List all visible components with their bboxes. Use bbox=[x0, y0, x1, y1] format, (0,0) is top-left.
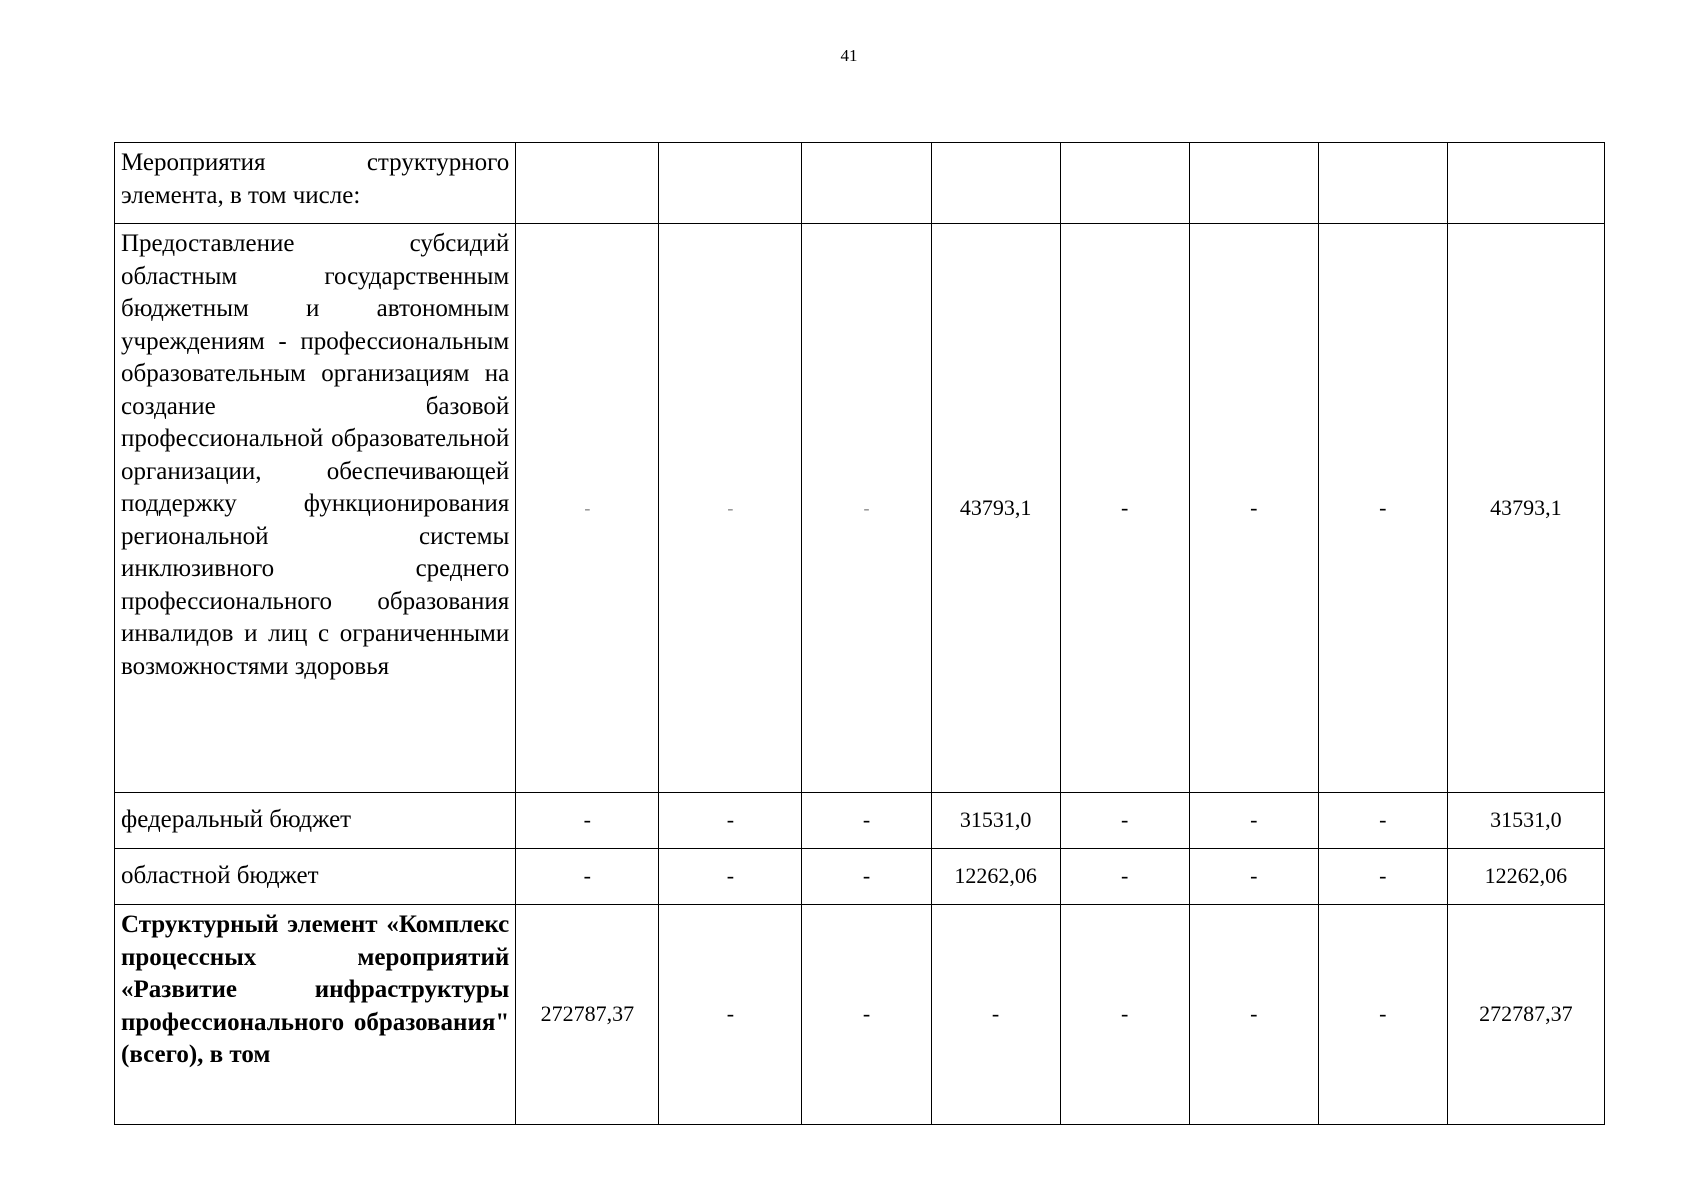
total-cell: 31531,0 bbox=[1447, 793, 1604, 849]
row-description: федеральный бюджет bbox=[115, 793, 516, 849]
value-cell bbox=[1189, 143, 1318, 224]
total-cell: 43793,1 bbox=[1447, 224, 1604, 793]
value-cell: - bbox=[1060, 793, 1189, 849]
value-cell: - bbox=[516, 224, 659, 793]
value-cell bbox=[802, 143, 931, 224]
table-row bbox=[115, 793, 1605, 849]
value-cell: - bbox=[931, 905, 1060, 1125]
table-row bbox=[115, 849, 1605, 905]
value-cell: - bbox=[659, 224, 802, 793]
table-row bbox=[115, 143, 1605, 224]
value-cell: - bbox=[1318, 793, 1447, 849]
total-cell: 12262,06 bbox=[1447, 849, 1604, 905]
value-cell: - bbox=[1189, 224, 1318, 793]
value-cell: - bbox=[1189, 849, 1318, 905]
page-number: 41 bbox=[840, 46, 858, 65]
value-cell: 272787,37 bbox=[516, 905, 659, 1125]
value-cell: - bbox=[1060, 224, 1189, 793]
value-cell bbox=[931, 143, 1060, 224]
value-cell: - bbox=[659, 793, 802, 849]
row-description: Предоставление субсидий областным государственным бюджетным и автономным учреждениям - профессиональным образовательным организациям на создание базовой профессиональной образовательной организации, обеспечивающей поддержку функционирования региональной системы инклюзивного среднего профессионального образования инвалидов и лиц с ограниченными возможностями здоровья bbox=[115, 224, 516, 793]
value-cell: - bbox=[516, 793, 659, 849]
value-cell: - bbox=[516, 849, 659, 905]
total-cell: 272787,37 bbox=[1447, 905, 1604, 1125]
value-cell bbox=[1318, 143, 1447, 224]
value-cell: - bbox=[1318, 849, 1447, 905]
value-cell: - bbox=[1189, 793, 1318, 849]
value-cell: - bbox=[659, 849, 802, 905]
table-row bbox=[115, 224, 1605, 793]
value-cell: - bbox=[659, 905, 802, 1125]
value-cell bbox=[659, 143, 802, 224]
value-cell bbox=[1060, 143, 1189, 224]
row-description: Структурный элемент «Комплекс процессных мероприятий «Развитие инфраструктуры профессионального образования" (всего), в том bbox=[115, 905, 516, 1125]
row-description: Мероприятия структурного элемента, в том числе: bbox=[115, 143, 516, 224]
value-cell: - bbox=[802, 224, 931, 793]
table-row bbox=[115, 905, 1605, 1125]
value-cell: 12262,06 bbox=[931, 849, 1060, 905]
row-description: областной бюджет bbox=[115, 849, 516, 905]
value-cell: - bbox=[802, 849, 931, 905]
value-cell: - bbox=[1318, 905, 1447, 1125]
budget-table bbox=[114, 142, 1605, 1125]
total-cell bbox=[1447, 143, 1604, 224]
value-cell: - bbox=[802, 793, 931, 849]
value-cell: - bbox=[1060, 905, 1189, 1125]
value-cell: 43793,1 bbox=[931, 224, 1060, 793]
value-cell: 31531,0 bbox=[931, 793, 1060, 849]
value-cell: - bbox=[1318, 224, 1447, 793]
value-cell: - bbox=[1060, 849, 1189, 905]
value-cell: - bbox=[802, 905, 931, 1125]
value-cell: - bbox=[1189, 905, 1318, 1125]
value-cell bbox=[516, 143, 659, 224]
